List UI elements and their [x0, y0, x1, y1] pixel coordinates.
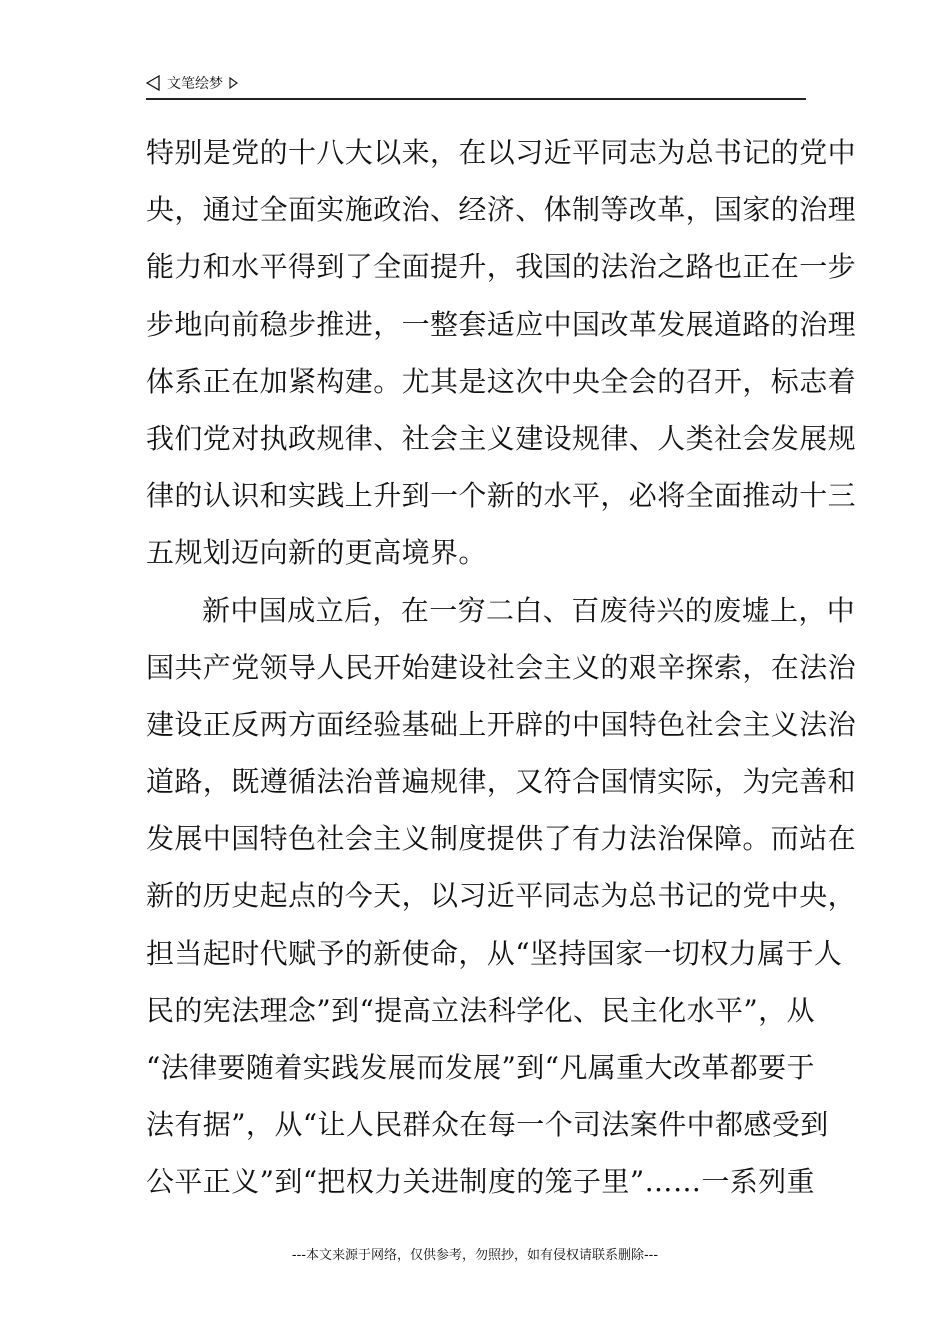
- header-brand: [146, 73, 238, 93]
- text-line: 律的认识和实践上升到一个新的水平，必将全面推动十三: [146, 479, 857, 513]
- text-line: 五规划迈向新的更高境界。: [146, 536, 487, 570]
- text-line: 能力和水平得到了全面提升，我国的法治之路也正在一步: [146, 250, 857, 284]
- text-line: 我们党对执政规律、社会主义建设规律、人类社会发展规: [146, 421, 857, 455]
- text-line: 新的历史起点的今天，以习近平同志为总书记的党中央，: [146, 879, 857, 913]
- text-line: 特别是党的十八大以来，在以习近平同志为总书记的党中: [146, 136, 857, 169]
- text-line: 央，通过全面实施政治、经济、体制等改革，国家的治理: [146, 193, 857, 227]
- text-line: 民的宪法理念”到“提高立法科学化、民主化水平”，从: [146, 993, 815, 1027]
- text-line: 发展中国特色社会主义制度提供了有力法治保障。而站在: [146, 822, 857, 856]
- text-line: 道路，既遵循法治普遍规律，又符合国情实际，为完善和: [146, 765, 857, 799]
- text-line: 体系正在加紧构建。尤其是这次中央全会的召开，标志着: [146, 364, 857, 398]
- text-line: 担当起时代赋予的新使命，从“坚持国家一切权力属于人: [146, 936, 843, 970]
- text-line: “法律要随着实践发展而发展”到“凡属重大改革都要于: [146, 1051, 815, 1084]
- left-triangle-icon: [146, 75, 160, 91]
- header-title: 文笔绘梦: [167, 76, 223, 92]
- text-line: 建设正反两方面经验基础上开辟的中国特色社会主义法治: [146, 707, 857, 741]
- text-line: 国共产党领导人民开始建设社会主义的艰辛探索，在法治: [146, 650, 857, 684]
- footer-disclaimer: ---本文来源于网络，仅供参考，勿照抄，如有侵权请联系删除---: [291, 1248, 659, 1263]
- document-body: [146, 124, 857, 1211]
- paragraph-2: [146, 582, 857, 1211]
- page-header: [146, 72, 806, 100]
- text-line: 公平正义”到“把权力关进制度的笼子里”……一系列重: [146, 1165, 815, 1199]
- text-line: 新中国成立后，在一穷二白、百废待兴的废墟上，中: [202, 593, 856, 627]
- right-triangle-icon: [229, 77, 238, 89]
- text-line: 步地向前稳步推进，一整套适应中国改革发展道路的治理: [146, 307, 857, 341]
- paragraph-1: [146, 124, 857, 582]
- text-line: 法有据”，从“让人民群众在每一个司法案件中都感受到: [146, 1108, 829, 1142]
